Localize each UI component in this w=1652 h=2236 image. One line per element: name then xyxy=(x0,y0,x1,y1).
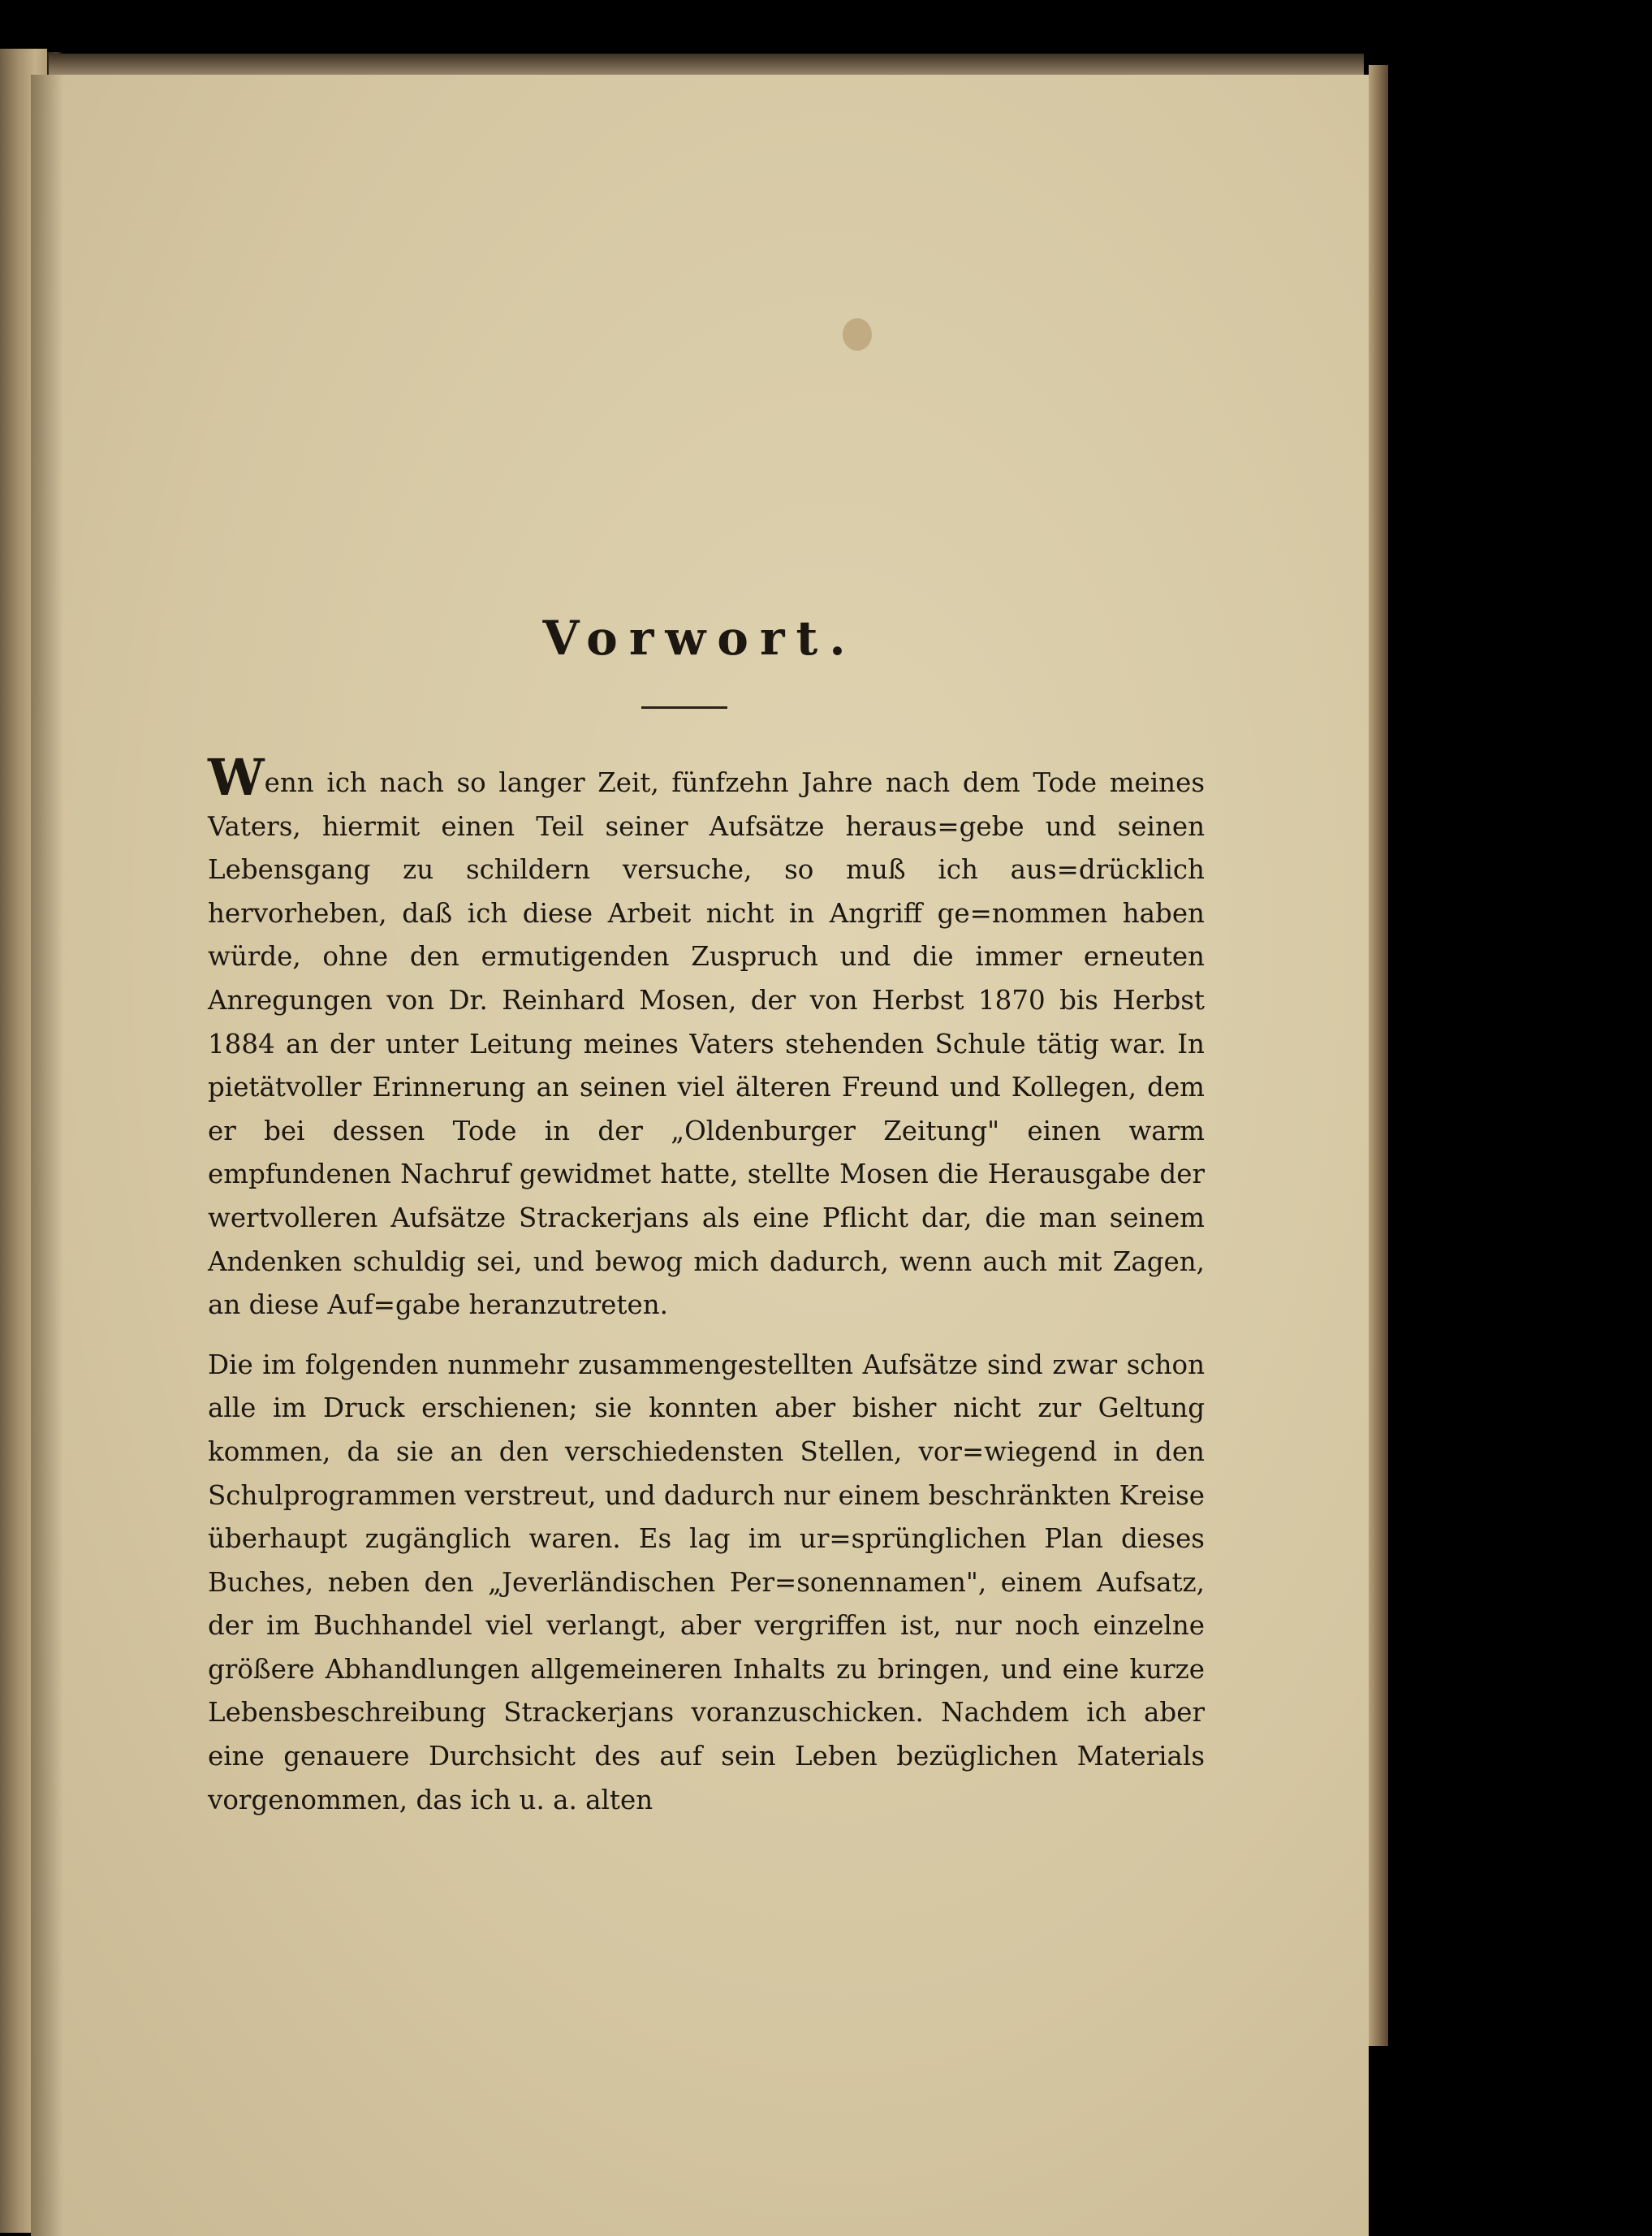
title-rule xyxy=(641,706,727,709)
paragraph-1-text: enn ich nach so langer Zeit, fünfzehn Jahre nach dem Tode meines Vaters, hiermit einen Teil seiner Aufsätze heraus=gebe und seinen Lebensgang zu schildern versuche, so muß ich aus=drücklich hervorheben, daß ich diese Arbeit nicht in Angriff ge=nommen haben würde, ohne den ermutigenden Zuspruch und die immer erneuten Anregungen von Dr. Reinhard Mosen, der von Herbst 1870 bis Herbst 1884 an der unter Leitung meines Vaters stehenden Schule tätig war. In pietätvoller Erinnerung an seinen viel älteren Freund und Kollegen, dem er bei dessen Tode in der „Oldenburger Zeitung" einen warm empfundenen Nachruf gewidmet hatte, stellte Mosen die Herausgabe der wertvolleren Aufsätze Strackerjans als eine Pflicht dar, die man seinem Andenken schuldig sei, und bewog mich dadurch, wenn auch mit Zagen, an diese Auf=gabe heranzutreten. xyxy=(208,767,1205,1321)
body-text xyxy=(208,748,1205,1822)
page xyxy=(31,75,1369,2236)
paragraph-1 xyxy=(208,748,1205,1327)
gutter-shadow xyxy=(31,75,63,2236)
book-fore-edge xyxy=(1369,65,1388,2046)
page-title: Vorwort. xyxy=(542,611,857,666)
paper-stain xyxy=(843,318,872,351)
drop-capital: W xyxy=(208,748,265,807)
paragraph-2-text: Die im folgenden nunmehr zusammengestellten Aufsätze sind zwar schon alle im Druck erschienen; sie konnten aber bisher nicht zur Geltung kommen, da sie an den verschiedensten Stellen, vor=wiegend in den Schulprogrammen verstreut, und dadurch nur einem beschränkten Kreise überhaupt zugänglich waren. Es lag im ur=sprünglichen Plan dieses Buches, neben den „Jeverländischen Per=sonennamen", einem Aufsatz, der im Buchhandel viel verlangt, aber vergriffen ist, nur noch einzelne größere Abhandlungen allgemeineren Inhalts zu bringen, und eine kurze Lebensbeschreibung Strackerjans voranzuschicken. Nachdem ich aber eine genauere Durchsicht des auf sein Leben bezüglichen Materials vorgenommen, das ich u. a. alten xyxy=(208,1349,1205,1815)
paragraph-2 xyxy=(208,1344,1205,1823)
